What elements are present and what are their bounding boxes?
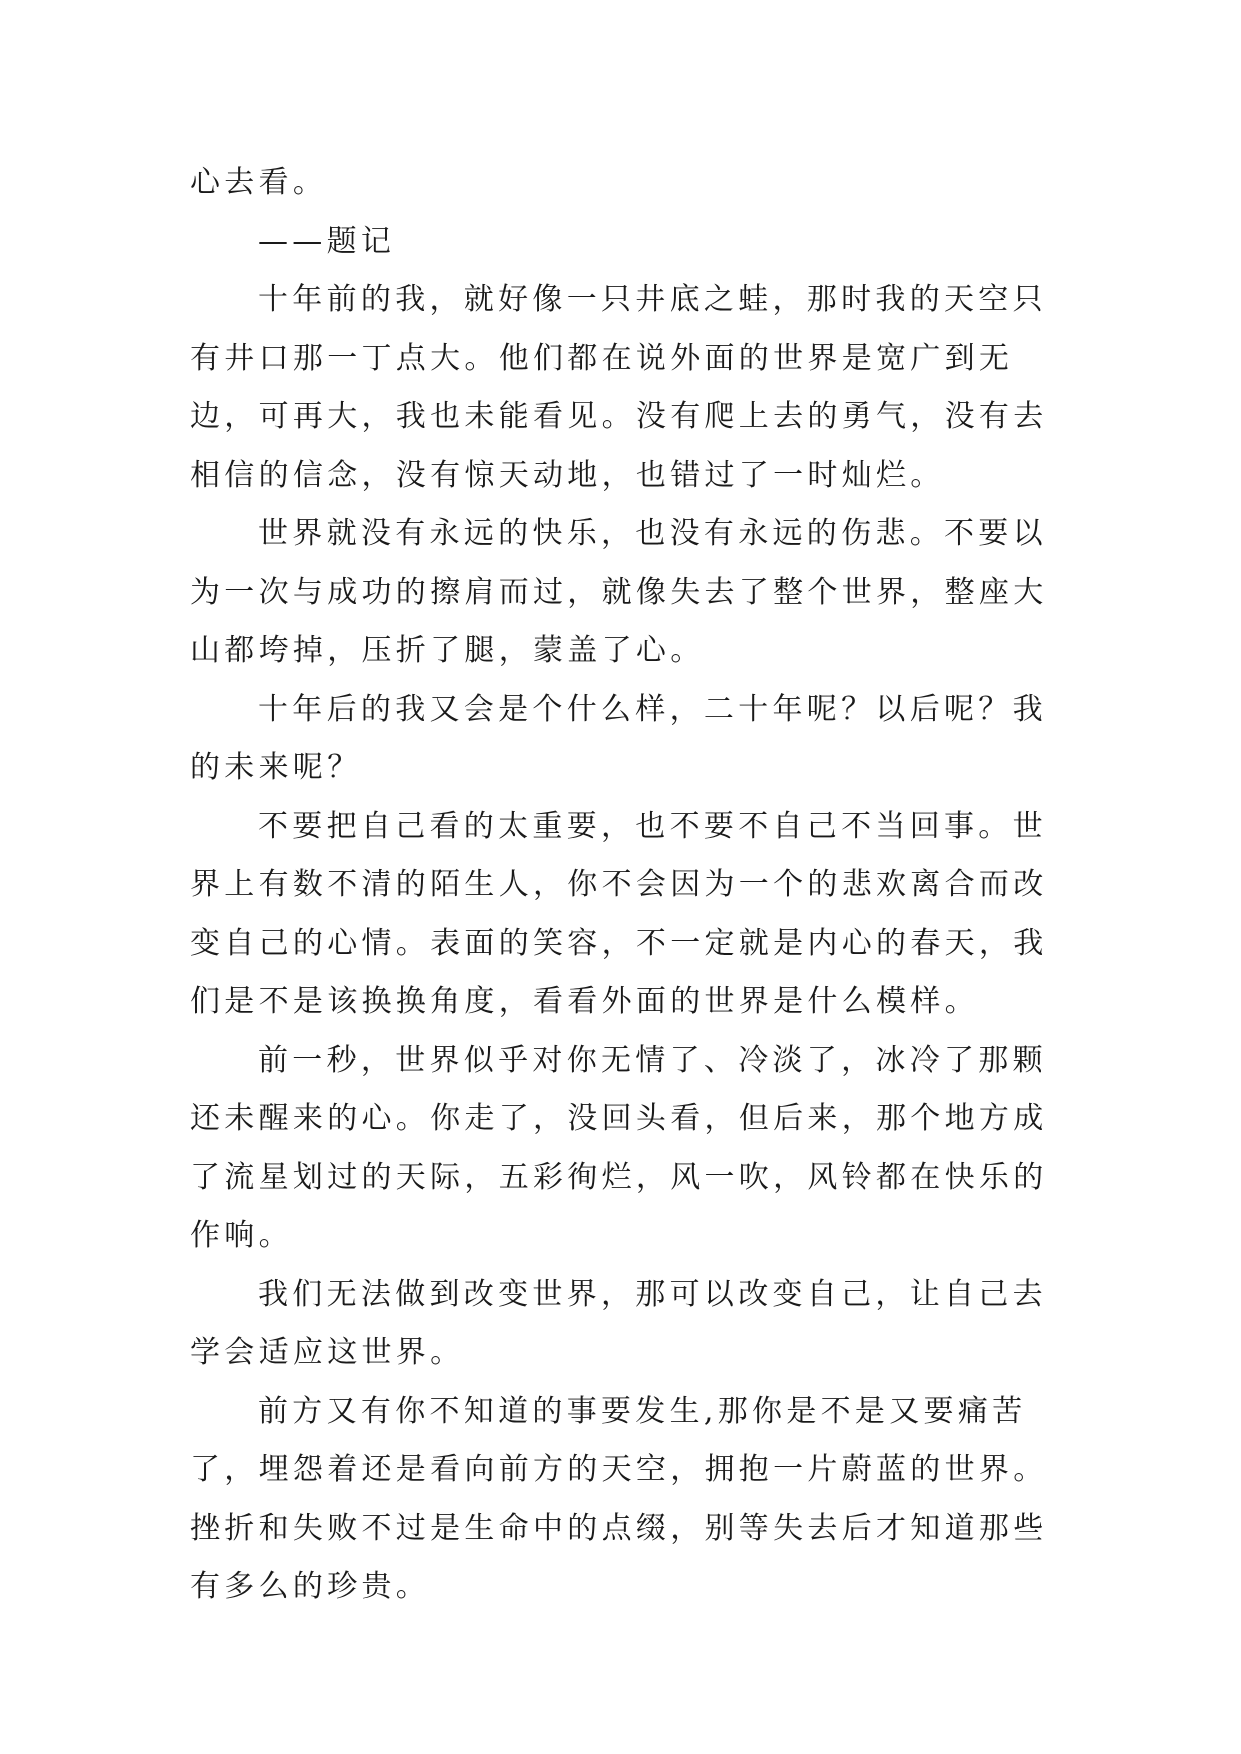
paragraph-6: 不要把自己看的太重要，也不要不自己不当回事。世界上有数不清的陌生人，你不会因为一个的悲欢离合而改变自己的心情。表面的笑容，不一定就是内心的春天，我们是不是该换换角度，看看外面的世界是什么模样。 (190, 808, 1048, 1019)
paragraph-9: 前方又有你不知道的事要发生,那你是不是又要痛苦了，埋怨着还是看向前方的天空，拥抱一片蔚蓝的世界。挫折和失败不过是生命中的点缀，别等失去后才知道那些有多么的珍贵。 (190, 1393, 1048, 1604)
paragraph-3: 十年前的我，就好像一只井底之蛙，那时我的天空只有井口那一丁点大。他们都在说外面的世界是宽广到无边，可再大，我也未能看见。没有爬上去的勇气，没有去相信的信念，没有惊天动地，也错过了一时灿烂。 (190, 282, 1048, 493)
paragraph-2: ——题记 (258, 223, 396, 259)
paragraph-4: 世界就没有永远的快乐，也没有永远的伤悲。不要以为一次与成功的擦肩而过，就像失去了整个世界，整座大山都垮掉，压折了腿，蒙盖了心。 (190, 516, 1048, 668)
paragraph-5: 十年后的我又会是个什么样，二十年呢？以后呢？我的未来呢？ (190, 691, 1047, 785)
paragraph-7: 前一秒，世界似乎对你无情了、冷淡了，冰冷了那颗还未醒来的心。你走了，没回头看，但后来，那个地方成了流星划过的天际，五彩徇烂，风一吹，风铃都在快乐的作响。 (190, 1042, 1048, 1253)
document-body (190, 154, 1070, 1617)
paragraph-8: 我们无法做到改变世界，那可以改变自己，让自己去学会适应这世界。 (190, 1276, 1047, 1370)
paragraph-1: 心去看。 (190, 165, 328, 200)
